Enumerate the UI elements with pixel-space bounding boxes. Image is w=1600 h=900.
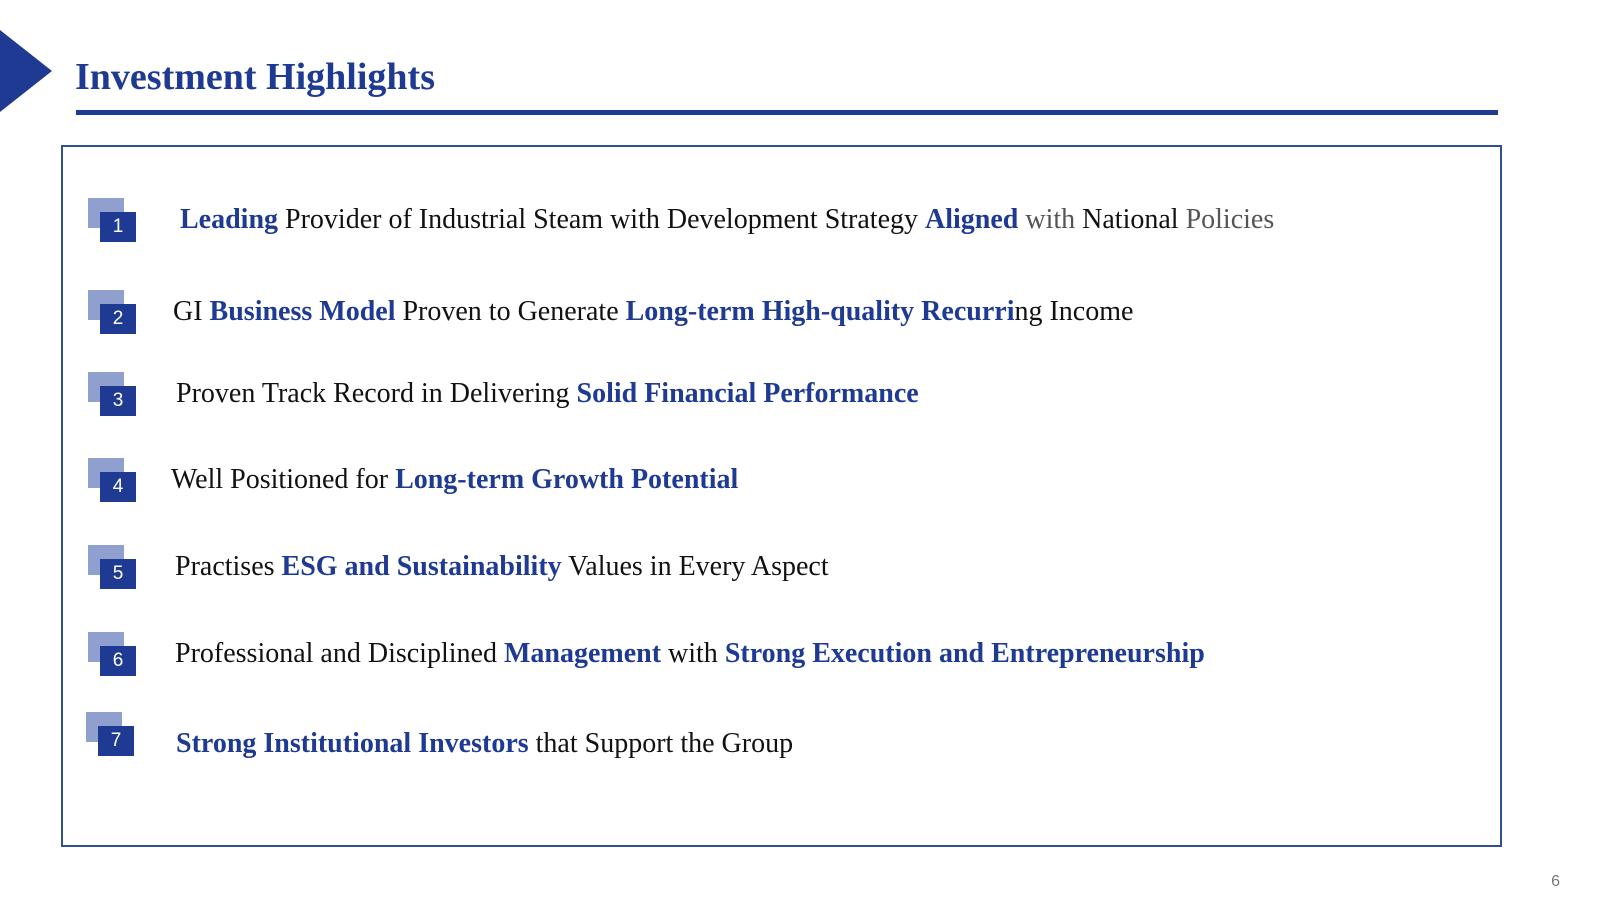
text-segment: Long-term High-quality Recurri — [625, 296, 1015, 327]
highlight-text — [176, 378, 919, 410]
title-divider — [76, 110, 1498, 115]
text-segment: Strong Execution and Entrepreneurship — [724, 638, 1205, 669]
text-segment: Solid Financial Performance — [576, 378, 919, 409]
number-badge: 3 — [100, 386, 136, 416]
page-title: Investment Highlights — [75, 56, 435, 98]
highlight-item-5 — [88, 545, 1468, 589]
text-segment: ng Income — [1014, 296, 1134, 327]
highlight-text — [171, 464, 738, 496]
highlight-item-2 — [88, 290, 1468, 334]
highlight-text — [173, 296, 1133, 328]
highlight-item-6 — [88, 632, 1468, 676]
text-segment: Aligned — [925, 204, 1019, 235]
text-segment: National — [1075, 204, 1186, 235]
text-segment: Professional and Disciplined — [175, 638, 504, 669]
number-badge: 4 — [100, 472, 136, 502]
highlight-item-1 — [88, 198, 1468, 242]
text-segment: Proven to Generate — [395, 296, 626, 327]
number-badge: 5 — [100, 559, 136, 589]
number-badge: 1 — [100, 212, 136, 242]
text-segment: with — [661, 638, 725, 669]
highlight-item-4 — [88, 458, 1468, 502]
text-segment: Leading — [180, 204, 279, 235]
highlight-item-7 — [86, 712, 1466, 759]
text-segment: Long-term Growth Potential — [395, 464, 739, 495]
text-segment: GI — [173, 296, 210, 327]
number-badge: 2 — [100, 304, 136, 334]
text-segment: Proven Track Record in Delivering — [176, 378, 577, 409]
highlight-text — [180, 204, 1274, 236]
text-segment: Policies — [1185, 204, 1275, 235]
text-segment: Practises — [175, 551, 282, 582]
text-segment: Values in Every Aspect — [561, 551, 829, 582]
number-badge: 7 — [98, 726, 134, 756]
number-badge: 6 — [100, 646, 136, 676]
page-number: 6 — [1551, 873, 1560, 890]
corner-arrow-icon — [0, 30, 52, 112]
text-segment: that Support the Group — [528, 728, 794, 759]
text-segment: Business Model — [209, 296, 396, 327]
text-segment: Provider of Industrial Steam with Development Strategy — [278, 204, 926, 235]
text-segment: ESG and Sustainability — [281, 551, 562, 582]
text-segment: Management — [503, 638, 662, 669]
highlight-text — [175, 638, 1205, 670]
text-segment: Well Positioned for — [171, 464, 396, 495]
text-segment: with — [1018, 204, 1076, 235]
text-segment: Strong Institutional Investors — [176, 728, 529, 759]
highlight-text — [175, 551, 829, 583]
highlight-item-3 — [88, 372, 1468, 416]
highlight-text — [176, 728, 793, 760]
